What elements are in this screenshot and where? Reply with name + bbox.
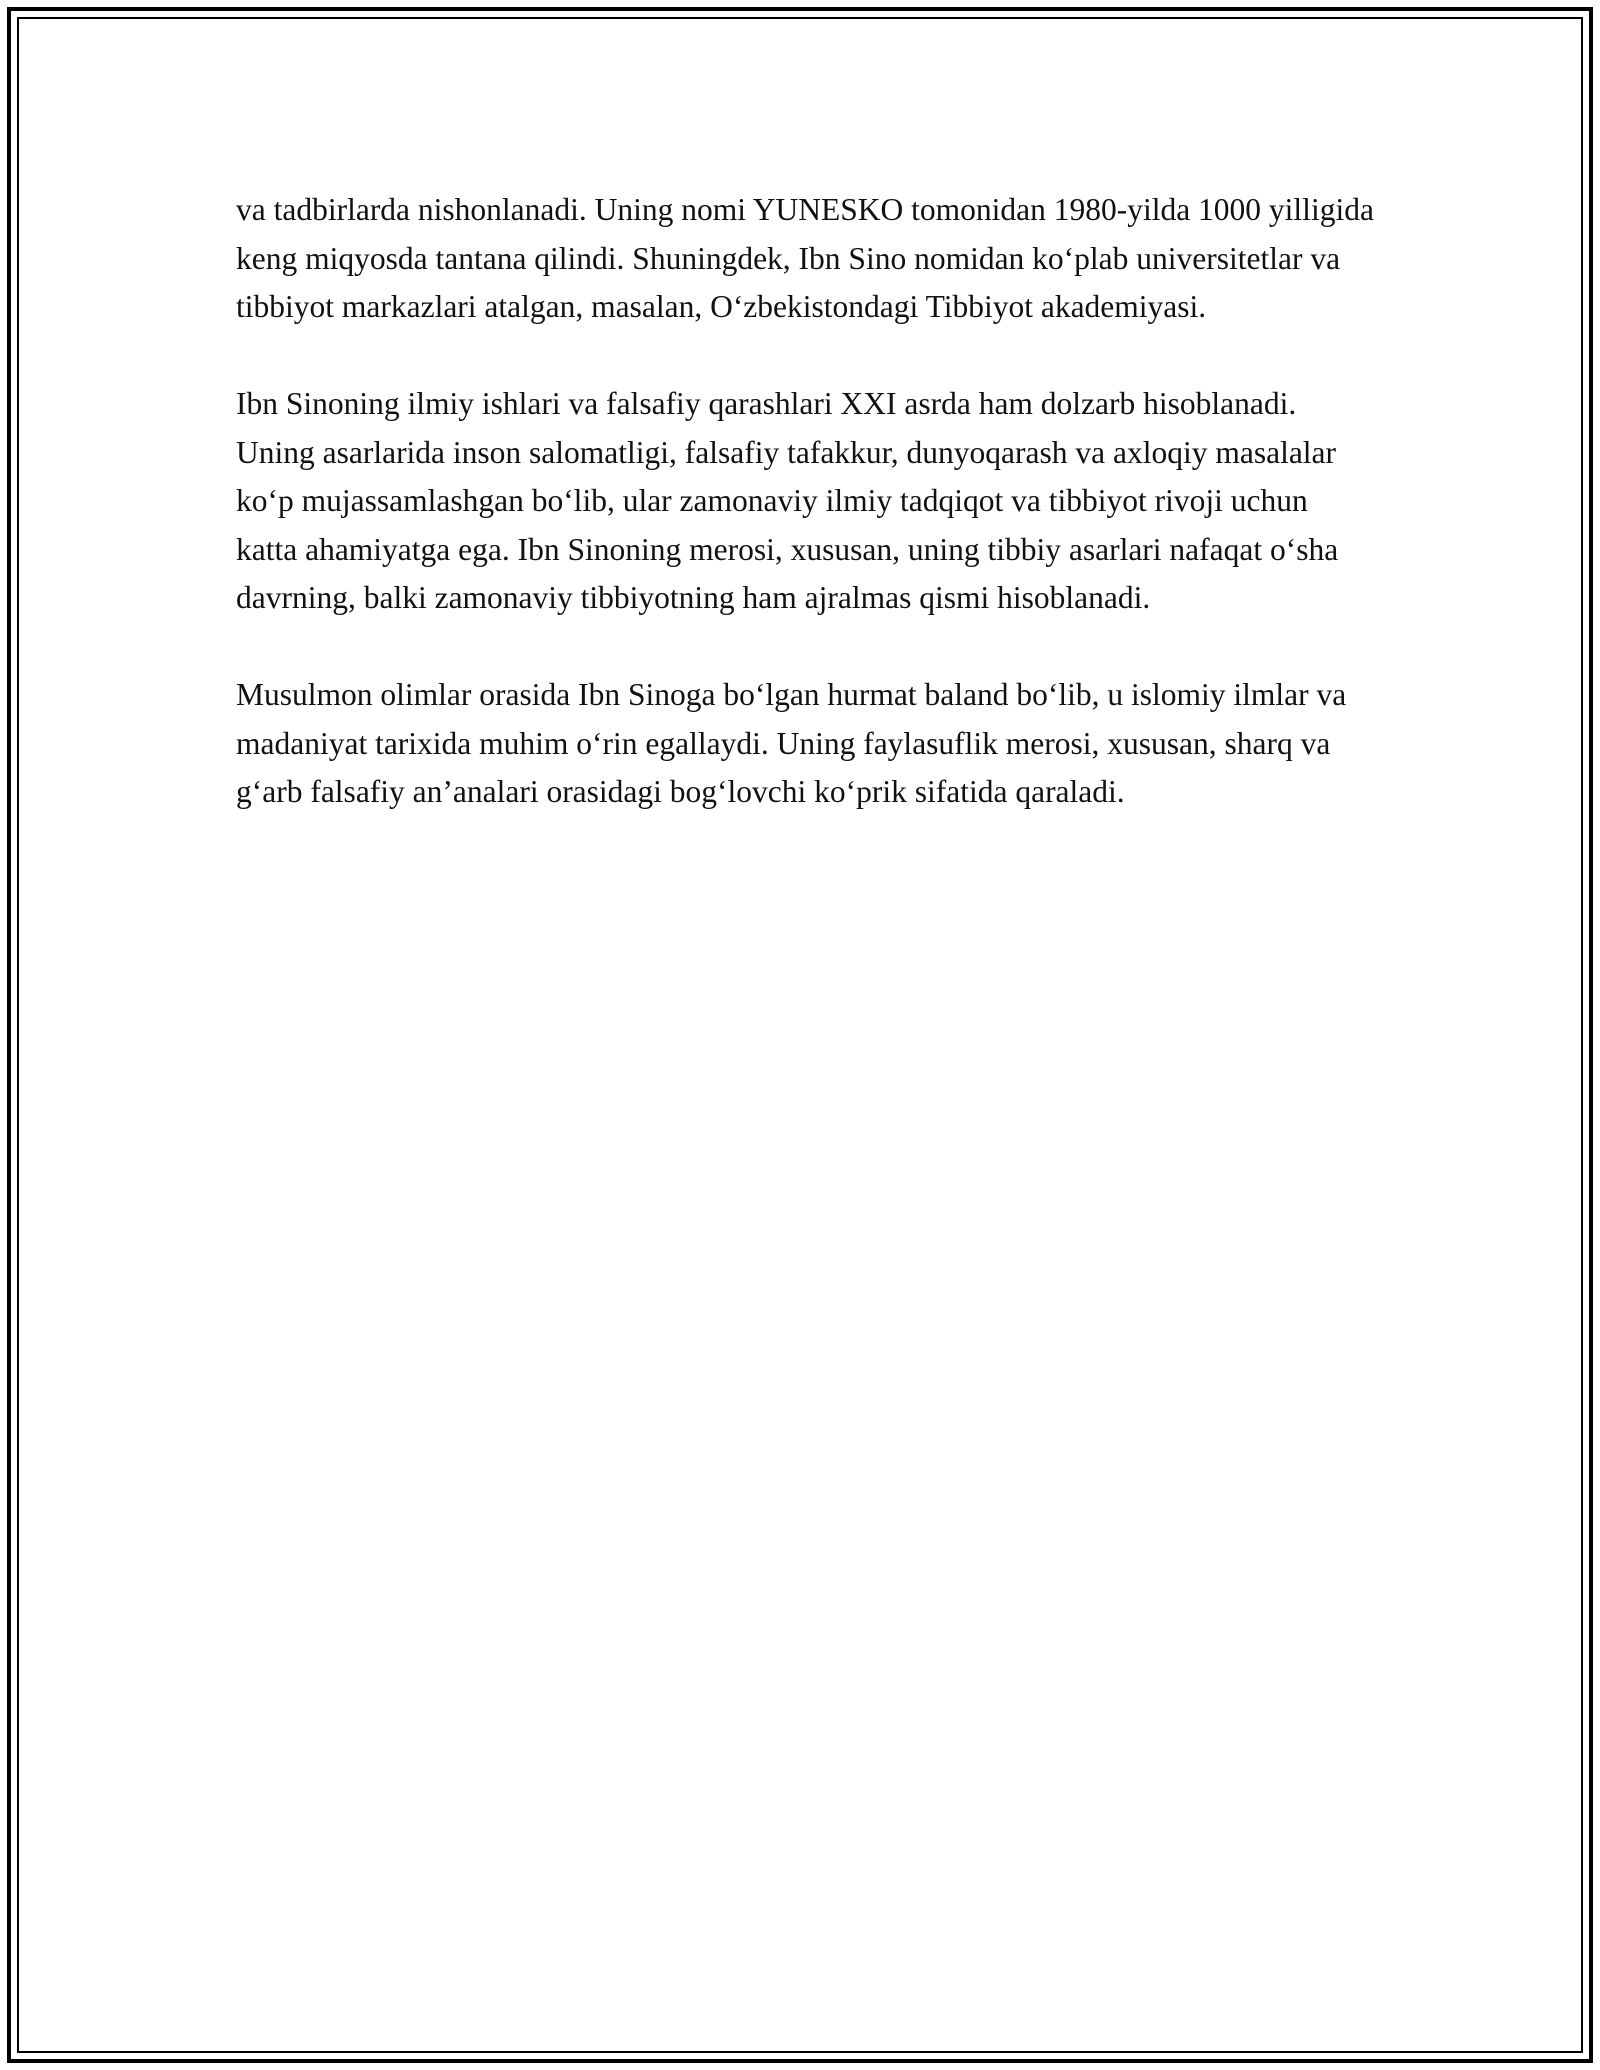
document-body [236, 186, 1376, 865]
paragraph-3: Musulmon olimlar orasida Ibn Sinoga bo‘lgan hurmat baland bo‘lib, u islomiy ilmlar va madaniyat tarixida muhim o‘rin egallaydi. Uning faylasuflik merosi, xususan, sharq va g‘arb falsafiy an’analari orasidagi bog‘lovchi ko‘prik sifatida qaraladi. [236, 677, 1347, 809]
paragraph-2: Ibn Sinoning ilmiy ishlari va falsafiy qarashlari XXI asrda ham dolzarb hisoblanadi. Uning asarlarida inson salomatligi, falsafiy tafakkur, dunyoqarash va axloqiy masalalar ko‘p mujassamlashgan bo‘lib, ular zamonaviy ilmiy tadqiqot va tibbiyot rivoji uchun katta ahamiyatga ega. Ibn Sinoning merosi, xususan, uning tibbiy asarlari nafaqat o‘sha davrning, balki zamonaviy tibbiyotning ham ajralmas qismi hisoblanadi. [236, 386, 1339, 615]
paragraph-1: va tadbirlarda nishonlanadi. Uning nomi YUNESKO tomonidan 1980-yilda 1000 yilligida keng miqyosda tantana qilindi. Shuningdek, Ibn Sino nomidan ko‘plab universitetlar va tibbiyot markazlari atalgan, masalan, O‘zbekistondagi Tibbiyot akademiyasi. [236, 192, 1374, 324]
